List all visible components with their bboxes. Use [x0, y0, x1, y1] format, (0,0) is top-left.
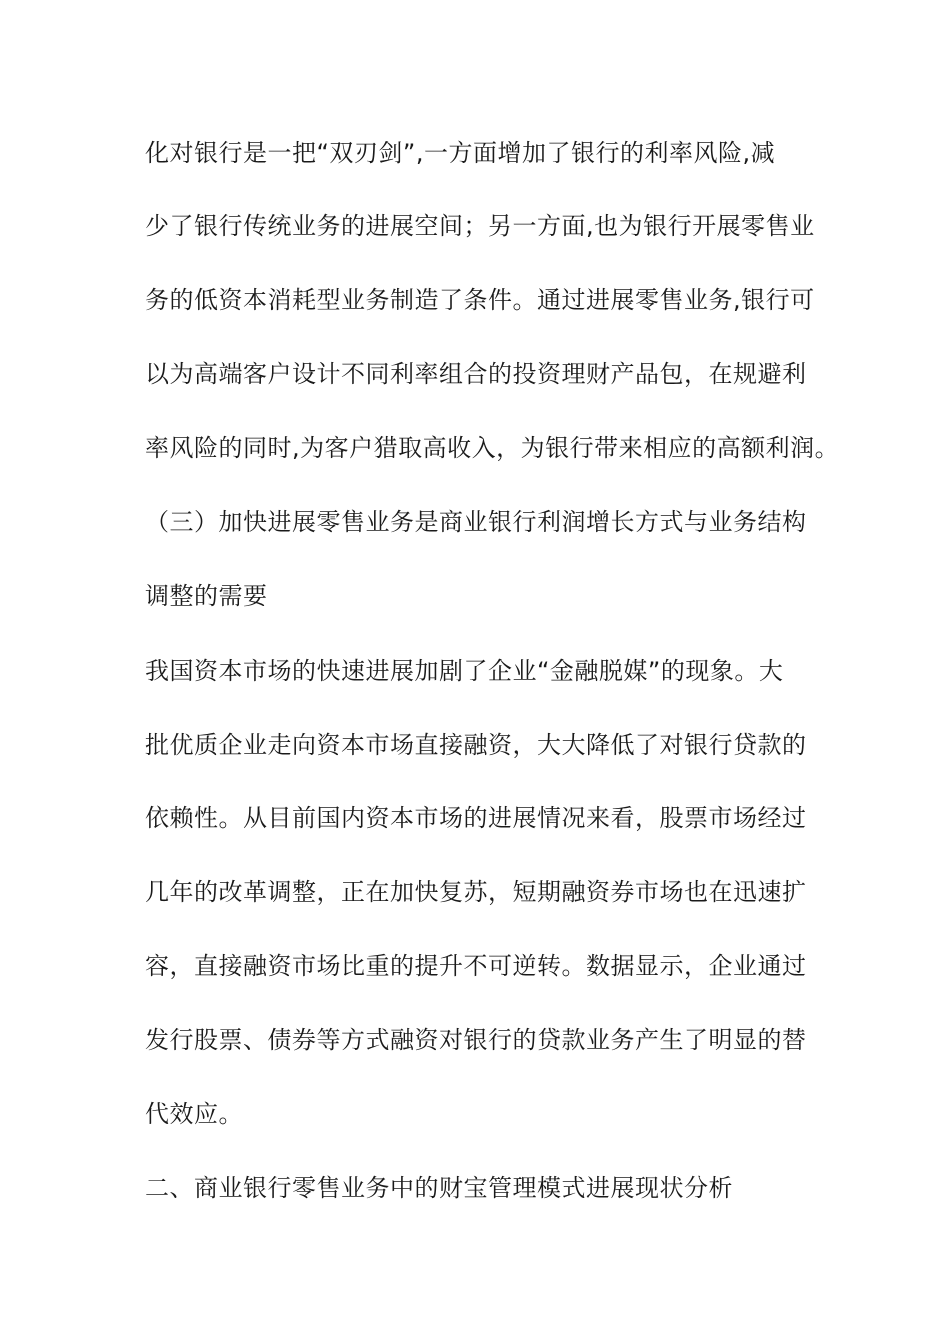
text-line: 我国资本市场的快速进展加剧了企业“金融脱媒”的现象。大: [145, 657, 784, 685]
text-line: 务的低资本消耗型业务制造了条件。通过进展零售业务,银行可: [145, 286, 815, 314]
text-line: 发行股票、债券等方式融资对银行的贷款业务产生了明显的替: [145, 1026, 807, 1054]
text-line: 几年的改革调整，正在加快复苏，短期融资券市场也在迅速扩: [145, 878, 807, 906]
text-line: 依赖性。从目前国内资本市场的进展情况来看，股票市场经过: [145, 804, 807, 832]
text-line: 少了银行传统业务的进展空间；另一方面,也为银行开展零售业: [145, 212, 815, 240]
text-line: 以为高端客户设计不同利率组合的投资理财产品包，在规避利: [145, 360, 807, 388]
section-heading-line: 调整的需要: [145, 582, 268, 610]
text-line: 容，直接融资市场比重的提升不可逆转。数据显示，企业通过: [145, 952, 807, 980]
text-line: 代效应。: [145, 1100, 243, 1128]
text-line: 率风险的同时,为客户猎取高收入，为银行带来相应的高额利润。: [145, 434, 840, 462]
text-line: 批优质企业走向资本市场直接融资，大大降低了对银行贷款的: [145, 731, 807, 759]
text-line: 化对银行是一把“双刃剑”,一方面增加了银行的利率风险,减: [145, 139, 776, 167]
section-heading-line: （三）加快进展零售业务是商业银行利润增长方式与业务结构: [145, 508, 807, 536]
chapter-heading: 二、商业银行零售业务中的财宝管理模式进展现状分析: [145, 1174, 733, 1202]
